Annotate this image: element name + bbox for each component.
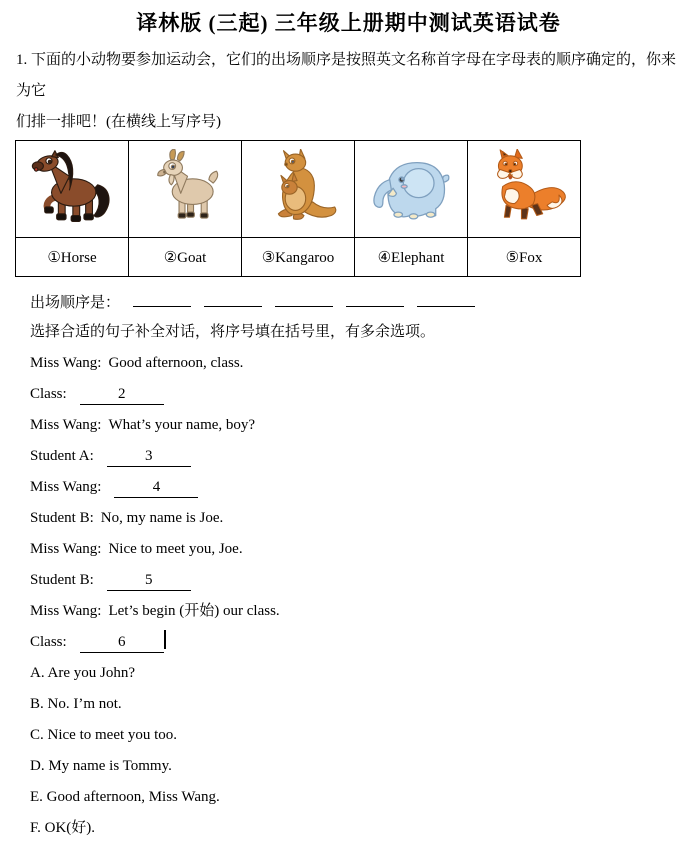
order-blank-5[interactable]: [417, 289, 475, 307]
option-line: B. No. I’m not.: [30, 696, 122, 712]
dialogue-text: Nice to meet you, Joe.: [108, 541, 243, 557]
dialogue-line: [30, 503, 697, 534]
goat-image-cell: [129, 141, 242, 238]
answer-blank[interactable]: [80, 384, 164, 405]
question1-line2: 们排一排吧！(在横线上写序号): [16, 114, 221, 130]
kangaroo-icon: [242, 149, 354, 230]
speaker-label: Miss Wang:: [30, 541, 102, 557]
dialogue-section: [30, 317, 697, 844]
answer-blank-number: 5: [145, 572, 153, 588]
text-cursor: [164, 630, 166, 649]
dialogue-line: [30, 410, 697, 441]
answer-blank[interactable]: [107, 446, 191, 467]
kangaroo-image-cell: [242, 141, 355, 238]
answer-blank-number: 3: [145, 448, 153, 464]
page-title: 译林版 (三起) 三年级上册期中测试英语试卷: [136, 11, 561, 35]
fox-image-cell: [468, 141, 581, 238]
dialogue-line: [30, 348, 697, 379]
option-line: D. My name is Tommy.: [30, 758, 172, 774]
answer-blank[interactable]: [114, 477, 198, 498]
order-line: [30, 289, 697, 313]
speaker-label: Class:: [30, 386, 67, 402]
goat-icon: [129, 149, 241, 230]
elephant-icon: [355, 149, 467, 230]
option-line: A. Are you John?: [30, 665, 135, 681]
options-list: [30, 658, 697, 844]
answer-blank-number: 4: [152, 479, 161, 495]
dialogue-text: Let’s begin (开始) our class.: [108, 603, 280, 619]
dialogue-line: [30, 565, 697, 596]
dialogue-line: [30, 472, 697, 503]
answer-blank[interactable]: [80, 632, 164, 653]
speaker-label: Miss Wang:: [30, 355, 102, 371]
answer-blank-number: 2: [117, 386, 126, 402]
horse-label: ①Horse: [16, 238, 129, 277]
animal-label-row: [16, 238, 581, 277]
question1-line1: 1. 下面的小动物要参加运动会，它们的出场顺序是按照英文名称首字母在字母表的顺序确定的，你来为它: [16, 52, 677, 99]
dialogue-line: [30, 534, 697, 565]
fox-icon: [468, 149, 580, 230]
speaker-label: Student A:: [30, 448, 94, 464]
horse-icon: [16, 149, 128, 230]
option-line: F. OK(好).: [30, 820, 96, 836]
animal-table: [15, 140, 581, 277]
order-blank-3[interactable]: [275, 289, 333, 307]
dialogue-text: No, my name is Joe.: [100, 510, 224, 526]
option-line: C. Nice to meet you too.: [30, 727, 178, 743]
speaker-label: Student B:: [30, 510, 94, 526]
order-blank-1[interactable]: [133, 289, 191, 307]
instruction2: 选择合适的句子补全对话，将序号填在括号里，有多余选项。: [30, 324, 436, 340]
animal-image-row: [16, 141, 581, 238]
answer-blank-number: 6: [117, 634, 126, 650]
dialogue-line: [30, 627, 697, 658]
option-line: E. Good afternoon, Miss Wang.: [30, 789, 220, 805]
order-blank-4[interactable]: [346, 289, 404, 307]
order-line-prefix: 出场顺序是：: [30, 295, 121, 311]
dialogue-text: Good afternoon, class.: [108, 355, 244, 371]
dialogue-line: [30, 379, 697, 410]
dialogue-text: What’s your name, boy?: [108, 417, 256, 433]
speaker-label: Miss Wang:: [30, 417, 102, 433]
elephant-image-cell: [355, 141, 468, 238]
speaker-label: Miss Wang:: [30, 603, 102, 619]
order-blank-2[interactable]: [204, 289, 262, 307]
question1-text: [16, 45, 683, 138]
answer-blank[interactable]: [107, 570, 191, 591]
elephant-label: ④Elephant: [355, 238, 468, 277]
kangaroo-label: ③Kangaroo: [242, 238, 355, 277]
dialogue-line: [30, 441, 697, 472]
horse-image-cell: [16, 141, 129, 238]
speaker-label: Student B:: [30, 572, 94, 588]
speaker-label: Miss Wang:: [30, 479, 102, 495]
dialogue-line: [30, 596, 697, 627]
speaker-label: Class:: [30, 634, 67, 650]
goat-label: ②Goat: [129, 238, 242, 277]
fox-label: ⑤Fox: [468, 238, 581, 277]
